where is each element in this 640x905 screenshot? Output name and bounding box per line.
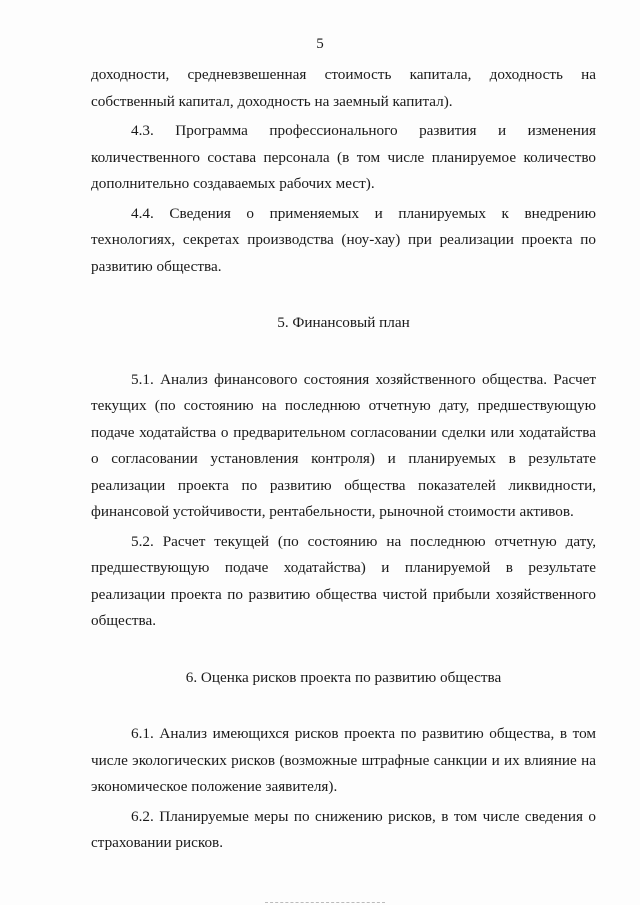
paragraph-6-1: 6.1. Анализ имеющихся рисков проекта по развитию общества, в том числе экологических рисков (возможные штрафные санкции и их влияние на экономическое положение заявителя). [91,725,596,795]
section-6-heading: 6. Оценка рисков проекта по развитию общества [185,668,502,686]
paragraph-5-2: 5.2. Расчет текущей (по состоянию на последнюю отчетную дату, предшествующую подаче ходатайства) и планируемой в результате реализации проекта по развитию общества чистой прибыли хозяйственного общества. [91,532,596,629]
paragraph-4-3: 4.3. Программа профессионального развития и изменения количественного состава персонала (в том числе планируемое количество дополнительно создаваемых рабочих мест). [91,122,596,192]
document-body [91,62,596,857]
paragraph-5-1: 5.1. Анализ финансового состояния хозяйственного общества. Расчет текущих (по состоянию на последнюю отчетную дату, предшествующую подаче ходатайства о предварительном согласовании сделки или ходатайства о согласовании установления контроля) и планируемых в результате реализации проекта по развитию общества показателей ликвидности, финансовой устойчивости, рентабельности, рыночной стоимости активов. [91,370,596,520]
section-5-heading: 5. Финансовый план [277,314,410,331]
paragraph-6-2: 6.2. Планируемые меры по снижению рисков, в том числе сведения о страховании рисков. [91,807,596,851]
paragraph-4-4: 4.4. Сведения о применяемых и планируемых к внедрению технологиях, секретах производства (ноу-хау) при реализации проекта по развитию общества. [91,204,596,275]
page-number: 5 [316,36,324,52]
paragraph-continuation: доходности, средневзвешенная стоимость капитала, доходность на собственный капитал, доходность на заемный капитал). [91,66,596,110]
